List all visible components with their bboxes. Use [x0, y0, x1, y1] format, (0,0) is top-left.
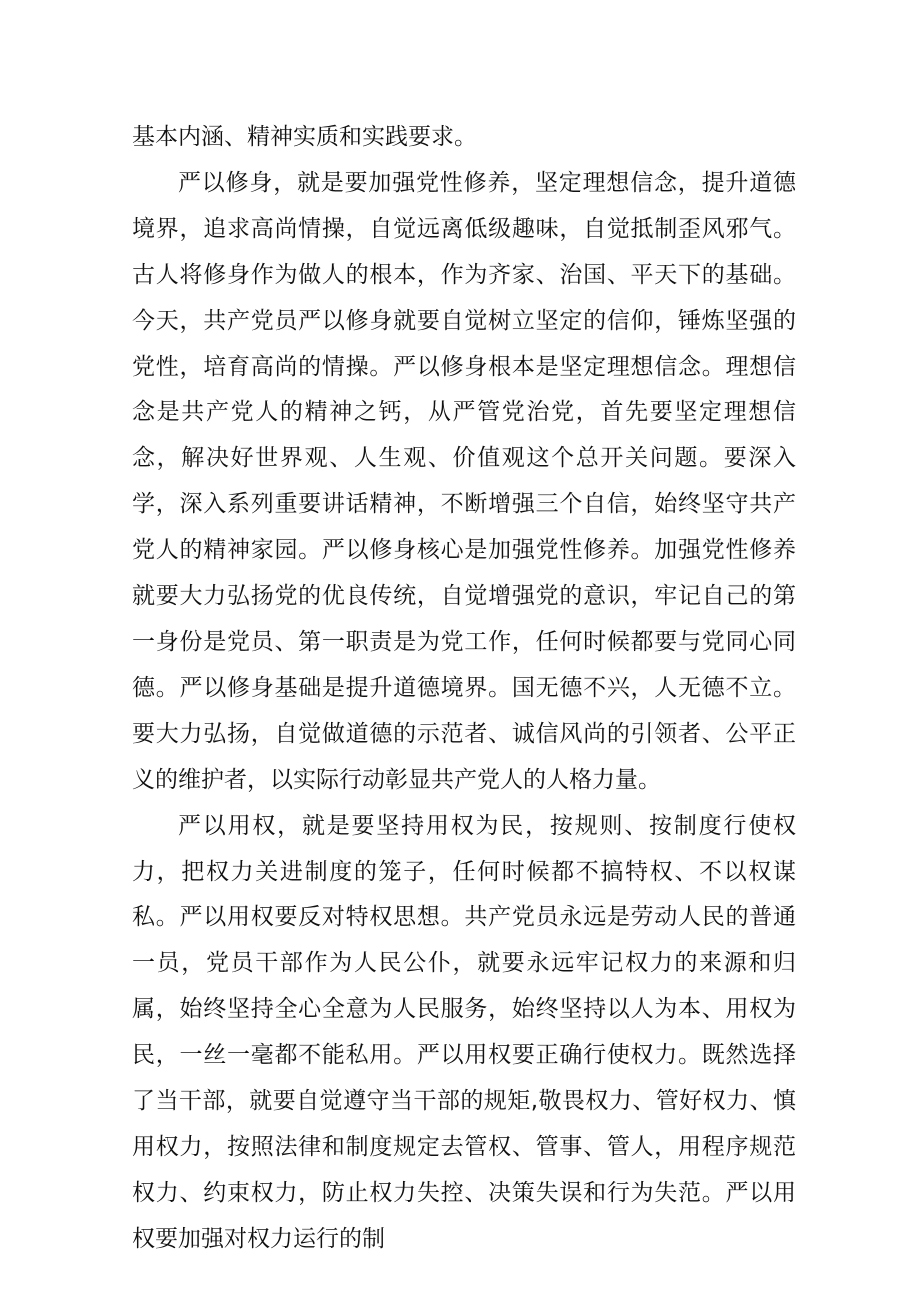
- document-body: [132, 115, 796, 1263]
- paragraph-self-cultivation: 严以修身，就是要加强党性修养，坚定理想信念，提升道德境界，追求高尚情操，自觉远离低级趣味，自觉抵制歪风邪气。古人将修身作为做人的根本，作为齐家、治国、平天下的基础。今天，共产党员严以修身就要自觉树立坚定的信仰，锤炼坚强的党性，培育高尚的情操。严以修身根本是坚定理想信念。理想信念是共产党人的精神之钙，从严管党治党，首先要坚定理想信念，解决好世界观、人生观、价值观这个总开关问题。要深入学，深入系列重要讲话精神，不断增强三个自信，始终坚守共产党人的精神家园。严以修身核心是加强党性修养。加强党性修养就要大力弘扬党的优良传统，自觉增强党的意识，牢记自己的第一身份是党员、第一职责是为党工作，任何时候都要与党同心同德。严以修身基础是提升道德境界。国无德不兴，人无德不立。要大力弘扬，自觉做道德的示范者、诚信风尚的引领者、公平正义的维护者，以实际行动彰显共产党人的人格力量。: [132, 169, 796, 793]
- paragraph-power-use: 严以用权，就是要坚持用权为民，按规则、按制度行使权力，把权力关进制度的笼子，任何时候都不搞特权、不以权谋私。严以用权要反对特权思想。共产党员永远是劳动人民的普通一员，党员干部作为人民公仆，就要永远牢记权力的来源和归属，始终坚持全心全意为人民服务，始终坚持以人为本、用权为民，一丝一毫都不能私用。严以用权要正确行使权力。既然选择了当干部，就要自觉遵守当干部的规矩,敬畏权力、管好权力、慎用权力，按照法律和制度规定去管权、管事、管人，用程序规范权力、约束权力，防止权力失控、决策失误和行为失范。严以用权要加强对权力运行的制: [132, 812, 796, 1252]
- paragraph-continuation: 基本内涵、精神实质和实践要求。: [132, 124, 477, 150]
